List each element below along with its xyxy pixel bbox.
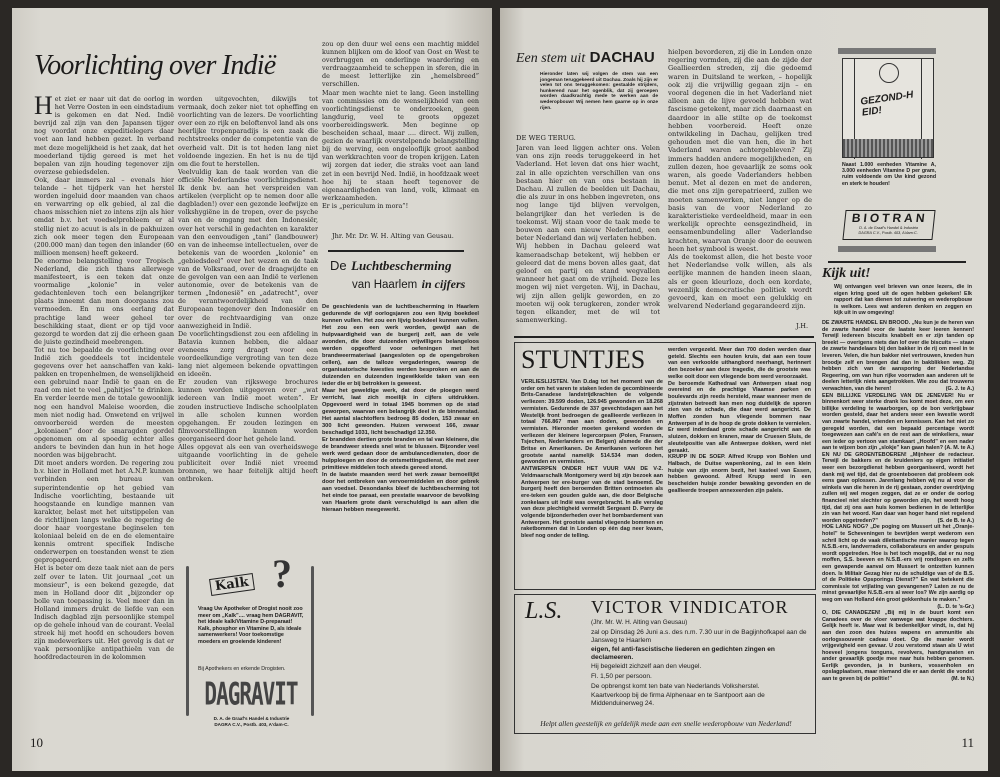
luchtbescherming-body [322,304,479,754]
dachau-subhead: DE WEG TERUG. [516,134,576,142]
divider [828,261,966,263]
dachau-column-a [516,144,660,332]
article-column-3 [322,40,479,226]
kijk-uit-letters [822,320,974,738]
ad-body: Naast 1.000 eenheden Vitamine A, 3.000 eenheden Vitamine D per gram, ruim voldoende om Uw kind gezond en sterk te houden! [842,162,936,187]
dagravit-advertisement [184,546,316,746]
ad-maker: D. A. de Graaf's Handel & Industrie DAGRA C.V., Postb. 403, A'dam-C. [213,716,290,727]
kalk-label: Kalk [209,573,255,596]
dachau-title: Een stem uit DACHAU [516,49,655,66]
right-page [500,8,988,771]
letter-item: EEN BILLIJKE VERDELING VAN DE JENEVER! Nu er binnenkort weer sterke drank los komt moet deze, om een billijke verdeling te waarborgen, op de bon verkrijgbaar worden gesteld, daar het anders weer een kwestie wordt van zwarte handel, vrienden en kennissen. Kan het niet zo geregeld worden, dat een bepaald percentage wordt toegewezen aan café's en de rest aan de winkeliers, waar een ieder op vertoon van stamkaart „Hoofd” en een nader aan te wijzen bon zijn „slokje” kan gaan halen? (A. M. te A.) [822,392,974,452]
ls-label: L.S. [525,598,563,624]
letter-item: O, DIE CANADEZEN! „Bij mij in de buurt komt een Canadees over de vloer vanwege wat knappe dochters. Gelijk heeft ie. Maar wat ik bedenkelijker vindt, is, dat hij aan den zoon des huizes wapens en ammunitie als oorlogssouvenir cadeau doet. Op die manier wordt vrijgevigheid een gevaar. U zou verstomd staan als U wist hoeveel jongens tonguns, revolvers, handgranaten en ander gevaarlijk goedje mee naar huis hebben genomen. Eerlijk gevonden, ja in bunkers, vossenholen en opslagplaatsen, maar niemand die er aan denkt die vondst aan te geven bij de politie!” (M. te N.) [822,610,974,683]
slogan: Helpt allen geestelijk en geldelijk mede aan een snelle wederopbouw van Nederland! [540,719,792,728]
author-signature: Jhr. Mr. Dr. W. H. Alting van Geusau. [332,232,454,240]
performer-name: VICTOR VINDICATOR [591,597,789,617]
paragraph: Tot nu toe bepaalde de voorlichting over Indië zich goeddeels tot incidentele gegevens over het aanschaffen van kaki-pakken en tropenhelmen, de wenselijkheid een gebruind naar Indië te gaan en de raad om niet te veel „pahitjes” te drinken. En verder leerde men de totale gewoonlijk nog een handvol Maleise woorden, die men niet nodig had. Onwetend en vrijwel onvoorbereid werden de meesten „koloniaen” door de smaragden gordel opgenomen om al spoedig echter alles anders te bevinden dan hun in het hoge noorden was bijgebracht. [34,345,174,460]
divider [514,336,814,338]
stuntjes-column-b: werden vergezeld. Meer dan 700 doden werden daar geteld. Slechts een houten kruis, dat aan een touw van een verkoolde uithangbord neerhangt, herinnert den bezoeker aan deze tragedie, die de grootste was welke ooit door een vliegende bom werd veroorzaakt. De beroemde Kathedraal van Antwerpen staat nog overeind en de prachtige Vlaamse parken en boulevards zijn reeds hersteld, maar wanneer men de zijstraten betreedt kan men nog duidelijk de sporen zien van de schade, die daar werd aangericht. De Moffen zonden hun vliegende bommen naar Antwerpen af in de hoop de grote dokken te vernielen. Er werd inderdaad grote schade aangericht aan de sluizen, dokken en kranen, maar de Cruesen Sluis, de sleutelpositie van alle Antwerpse dokken, werd niet geraakt. KRUPP IN DE SOEP. Alfred Krupp von Bohlen und Halbach, de Duitse wapenkoning, zal in een klein huisje van zijn enorm bezit, het kasteel van Essen, hebben gewoond. Alfred Krupp werd in een bescheiden huisje zonder bewaking gevonden en de geallieerde troepen annexeerden zijn paleis. [668,347,811,494]
stuntjes-title: STUNTJES [521,345,646,374]
left-page [12,8,492,771]
ad-body: Vraag Uw Apotheker of Drogist nooit zoo meer om „Kalk”.... vraag hem DAGRAVIT, het ideale kalk/Vitamine D-preparaat! Kalk, phosphor en Vitamine D, als ideale samenwerkers! Voor toekomstige moeders en groeiende kinderen! [198,606,304,645]
dachau-signature: J.H. [796,322,809,330]
paragraph: Er is „periculum in mora”! [322,201,409,210]
paragraph: Alles opgevat als een van overheidswege uitgaande voorlichting in de gehele publiciteit over Indië niet vreemd bronnen, we haar feitelijk altijd heeft ontbroken. [178,443,318,484]
question-mark: ? [272,551,292,596]
biotran-advertisement [828,42,976,256]
letter-item: EN NU DE GROENTEBOEREN! „Mijnheer de redacteur. Terwijl de bakkers en de kruideniers op eigen initiatief weer een bezorgdienst hebben georganiseerd, wordt het dank mij wel tijd, dat de groenteboeren dat probleem ook eens gaan oplossen. Jarenlang hebben wij nu al voor de winkels van die heren in de rij gestaan, zonder overdrijving zullen wij wel mogen zeggen, dat ze er onder de oorlog financieel niet slechter op geworden zijn, het wordt hoog tijd, dat zij ons aan huis komen bedienen in de letterlijke zin van het woord. Kan daar van hoger hand niet regelend worden opgetreden?” (S. de B. te A.) [822,451,974,524]
page-number: 10 [30,735,43,750]
window-text: GEZOND-HEID! [859,89,915,119]
paragraph: Ook, daar immers zal – evenals hier telande – het tijdperk van het herstel worden ingeluid door maanden van chaos en verwarring op elk gebied, al zal die chaos misschien niet zo intens zijn als hier omdat b.v. het voedselprobleem er al stellig niet zo acuut is als in de pakhuizen zich ook meer tegen den Europeaan (200.000 man) dan tegen den inlander (60 millioen mensen) heeft gekeerd. [34,175,174,257]
dagravit-logo: DAGRAVIT [204,676,298,712]
performer-alias: (Jhr. Mr. W. H. Alting van Geusau) [591,619,688,626]
paragraph: De enorme belangstelling voor Tropisch Nederland, die zich thans allerwege manifesteert, is een teken dat onze voormalige „kolonie” in veler gedachtenleven toch een belangrijker plaats inneemt dan men doorgaans zou vermoeden. En nu ons eerlang dat prachtige land weer geheel ter beschikking staat, dient er op tijd voor gezorgd te worden dat zij die erheen gaan de juiste gezindheid meebrengen. [34,256,174,346]
stuntjes-box [514,342,816,590]
paragraph: Maar men wachte niet te lang. Geen instelling van commissies om de wenselijkheid van een voorlichtingsdienst te onderzoeken, geen langdurig, veel te groots opgezet voorbereidingswerk. Men beginne op bescheiden schaal, maar .... direct. Wij zullen, gezien de waarlijk overstelpende belangstelling bij de werving, een ongelooflijk groot aanbod van werkkrachten voor de tropen krijgen. Laten wij zorgen dat ieder, die straks voet aan land zet in een bevrijd Ned. Indië, in hoofdzaak weet hoe hij te staan heeft tegenover de eigenaardigheden van land, volk, klimaat en werkzaamheden. [322,88,479,202]
paragraph: Als de toekomst allen, die het beste voor het Nederlandse volk willen, als als eerlijke mannen de handen ineen slaan, als er geen kleurloze, doch een kordate, wezenlijk democratische politiek wordt gevoerd, kan en moet een gelukkig en welvarend Nederland gegarandeerd zijn. [668,253,812,311]
dachau-column-b [668,48,812,318]
paragraph: De geschiedenis van de luchtbescherming in Haarlem gedurende de vijf oorlogsjaren zou een lijvig boekdeel kunnen vullen. Het zou een lijvig boekdeel kunnen vullen. Het zou een een werk worden, gewijd aan de hulpvaardigheid van de burgerij zelf, aan de vele avonden, die door duizenden vrijwilligers belangeloos werden opgeofferd voor oefeningen met het brandweermateriaal (aangesloten op de opengebroken cellen), aan de talloze vergaderingen, waarop de organisatorische kwesties werden besproken en aan de duizenden en duizenden ingewikkelde taken van een ieder die er bij betrokken is geweest. [322,304,479,387]
kijk-uit-title: Kijk uit! [822,266,871,281]
article-column-2 [178,95,318,540]
biotran-logo: BIOTRAN D. A. de Graaf's Handel & Industrie DAGRA C.V., Postb. 403, A'dam-C. [842,210,935,240]
ad-where: Bij Apothekers en erkende Drogisten. [198,666,286,672]
paragraph: Jaren van leed liggen achter ons. Velen van ons zijn reeds teruggekeerd in het Vaderland. Het leven dat ons hier wacht, zal in alle opzichten verschillen van ons bestaan hier en van ons bestaan in Dachau. Al zullen de beelden uit Dachau, die als zuur in ons hebben ingevreten, ons nog lange tijd blijven vervolgen, belangrijker dan het verleden is de toekomst. Wij staan voor de taak mede te bouwen aan een nieuw Nederland, een beter Nederland dan wij verlaten hebben. [516,144,660,243]
dachau-intro: Hieronder laten wij volgen de stem van een jongeman teruggekeerd uit Dachau. Zoals hij zijn er velen tot ons teruggekomen: gestaalde strijders, hunkerend naar het ogenblik, dat zij geroepen worden daadkrachtig mede te werken aan de wederopbouw! Wij nemen hem gaarne op in onze rijen. [540,72,658,111]
letter-item: DE ZWARTE HANDEL EN BROOD. „Nu kun je de heren van de zwarte handel voor de laatste keer leeren kennen! Terwijl iedereen biscuits knabbelt en er zijn tanden op breekt — overigens niets dan lof over die biscuits — staan de zwarte handelaars bij den bakker in de rij om meel in te leveren. Velen, die hun bakker niet vertrouwen, kneden hun broodje zelf en brengen dat dan in bakblikken weg. Zij hebben zich van de aansporing der Nederlandse Regeering, om van hun rijke voorraden aan anderen uit te deelen letterlijk niets aangetrokken. Wie zou dat trouwens verwachten, van die heren! (G. J. te A.) [822,320,974,392]
page-number: 11 [961,735,974,750]
paragraph: Er zouden van rijkswege brochures kunnen worden uitgegeven over „wat iedereen van Indië moet weten”. Er zouden instructieve Indische schoolplaten in alle scholen kunnen worden opgehangen. Er zouden lezingen en filmvoorstellingen kunnen worden georganiseerd door het gehele land. [178,378,318,443]
paragraph: Er brandden dertien grote branden en tal van kleinere, die de brandweer steeds snel wist te blussen. Bijzonder veel werk werd gedaan door de ambulancediensten, door de hulpploegen en door de ontsmettingsdienst, die met zeer primitieve middelen toch steeds gereed stond. [322,437,479,471]
paragraph: worden uitgevochten, dikwijls tot vermaak, doch zeker niet tot opheffing en voorlichting van de lezers. De voorlichting over een zo rijk en beloftenvol land als ons heerlijke tropenparadijs is een zaak die rechtstreeks onder de competentie van de overheid valt. Dit is tot heden lang niet voldoende ingezien. En het is nu de tijd om die fout te herstellen. [178,95,318,168]
paragraph: hielpen bevorderen, zij die in Londen onze regering vormden, zij die aan de zijde der Geallieerden streden, zij die gedoemd waren in Duitsland te werken, – hopelijk ook zij die vrijwillig gegaan zijn – en vooral degenen die in het Vaderland niet alleen aan de lijve gevoeld hebben wat fascisme getekent, maar zich daarnaast en daardoor in alle stilte op de toekomst hebben voorbereid. Heeft onze ontwikkeling in Dachau, gelijken tred gehouden met die van hen, die in het Vaderland waren achtergebleven? Zij immers hadden andere mogelijkheden, en zullen dezen, hoe gevaarlijk ze soms ook waren, als goede Vaderlanders hebben benut. Met al dezen en met de anderen, die met ons zijn gerepatrieerd, zullen we moeten samenwerken, niet langer op de basis van de voor Nederland zo karakteristieke verdeeldheid, maar in een werkelijk oprechte eensgezindheid, in eensamenbundeling aller Vaderlandse krachten, waarvan Oranje door de eeuwen heen het symbool is weest. [668,48,812,253]
letter-item: HOE LANG NOG? „De poging om Mussert uit het „Oranje-hotel” te Scheveningen te bevrijden werpt wederom een schril licht op de vaak dilettantische manier waarop tegen N.S.B.-ers, landverraders, collaborateurs en ander gespuis wordt opgetreden. Hoe is het toch mogelijk, dat er nu nog moffen, S.S. beeven en N.S.B.-ers vrij rondlopen en zelfs een gewapende aanval om Mussert te ontzetten kunnen doen. Is Militair Gezag hier nu de schuldige van of de B.S. of de Politieke Opsporings Dienst?” En wat betekent die commissie tot vrijlating van gevangenen? Laten ze nu de minst gevaarlijke N.S.B.-ers al weer los? We zijn aardig op weg om van Holland één groot gekkenhuis te maken.” (L. D. te 's-Gr.) [822,524,974,610]
divider [328,250,464,252]
paragraph: Het is beter om deze taak niet aan de pers zelf over te laten. Uit journaal „cet un monsieur”, is een bekend gezegde, dat men in Holland door dit „bijzonder op bolle van toepassing is. Veel meer dan in Holland immers drukt de liefde van een Indisch dagblad zijn persoonlijke stempel op de gehele inhoud van de courant. Veelal streek hij met hoofd en schouders boven zijn medewerkers uit. Het gevolg is dat er vaak persoonlijke antipathieën van de hoofdredacteuren in de kolommen [34,564,174,662]
article-column-1 [34,95,174,737]
window-illustration [842,58,934,158]
concert-announcement [514,594,816,734]
paragraph: Het ziet er naar uit dat de oorlog in het Verre Oosten in een eindstadium is gekomen en dat Ned. Indië bevrijd zal zijn van den Japansen tijger nog voordat onze expeditielegers daar voet aan land hebben gezet. In verband met deze mogelijkheid is het zaak, dat het moederland tijdig gereed is met het bepalen van zijn houding tegenover zijn overzese gebiedsdelen. [34,95,174,176]
concert-details: zal op Dinsdag 26 Juni a.s. des n.m. 7.30 uur in de Bagijnhofkapel aan de Jansweg te Haarlem eigen, fel anti-fascistische liederen en gedichten zingen en declameeren. Hij begeleidt zichzelf aan den vleugel. Fl. 1,50 per persoon. De opbrengst komt ten bate van Nederlands Volksherstel. Kaartverkoop bij de firma Alphenaar en te Santpoort aan de Middenduinerweg 24. [591,629,807,707]
paragraph: Dit moet anders worden. De regering zou b.v. hier in Holland met het A.N.P. kunnen verbinden een bureau van superintendentie op het gebied van Indische voorlichting, bestaande uit hoogstaande en kundige mannen van karakter, belast met het uitstippelen van de richtlijnen langs welke de regering de door haar voorgestane beginselen ten koloniaal beleid en de en de elementaire kennis omtrent specifiek Indische onderwerpen en toestanden wenst te zien gepropageerd. [34,459,174,565]
sun-icon [879,63,899,83]
stuntjes-column-a: VERLIESLIJSTEN. Van D.dag tot het moment van de order om het varen te staken leden de gecombineerde Brits-Canadese landstrijdkrachten de volgende verliezen: 39.599 doden, 126.945 gewonden en 18.268 vermisten. Gedurende de 337 gevechtsdagen aan het Westelijk front bedroegen de geallieerde verliezen in totaal 766.867 man aan doden, gewonden en vermisten. Hieronder moeten gerekend worden de verliezen der kleinere legercorpsen (Polen, Fransen, Tsjechen, Nederlanders en Belgen) alsmede die der Britse en Amerikanen. De Amerikanen verloren het grootste aantal namelijk 514.534 man doden, gewonden en vermisten. ANTWERPEN ONDER HET VUUR VAN DE V-2. Veldmaarschalk Montgomery werd bij zijn bezoek aan Antwerpen ter ere-burger van de stad benoemd. De burgerij heeft den beroemden Britten ontmoeten als ere-teken een gouden gulde aan, die door Belgische zonkelaars uit Indië was overgebracht. In alle verslag van deze plechtigheid vermeldt Sergeant D. Parry de volgende bijzonderheden over het bombardement van Antwerpen. Het grootste aantal vliegende bommen en raketbommen dat in Londen op één dag neer kwam, bleef nog onder de telling. [521,379,663,540]
paragraph: In de laatste maanden werd het werk zwaar bemoeilijkt door het ontbreken van vervoermiddelen en door gebrek aan voedsel. Desondanks bleef de luchtbescherming tot het einde toe paraat, een prestatie waarvoor de bevolking van Haarlem grote dank verschuldigd is aan allen die hieraan hebben meegewerkt. [322,472,479,513]
luchtbescherming-heading: De Luchtbescherming van Haarlem in cijfers [330,258,466,291]
article-title: Voorlichting over Indië [34,50,276,81]
paragraph: De voorlichtingsdienst zou een afdeling in Batavia kunnen hebben, die aldaar eveneens zorg draagt voor een voordeelkundige vergroting van ten deze lang niet algemeen bekende opvattingen en ideeën. [178,329,318,379]
drop-cap: H [34,95,53,120]
paragraph: zou op den duur wel eens een machtig middel kunnen blijken om de kloof van Oost en West te overbruggen en onderlinge waardering en verdraagzaamheid te scheppen in sferen, die in de meest letterlijke zin „hemelsbreed” verschillen. [322,40,479,89]
paragraph: Maar het geweldige werk, dat door de ploegen werd verricht, laat zich moeilijk in cijfers uitdrukken. Opgevoerd werd in totaal 1945 bommen op de stad geworpen, waarvan een belangrijk deel in de binnenstad. Het aantal slachtoffers bedroeg 85 doden, 153 zwaar en 300 licht gewonden. Huizen verwoest 166, zwaar beschadigd 1031, licht beschadigd 12.350. [322,388,479,436]
paragraph: Veelvuldig kan de taak worden van die officiële Nederlandse voorlichtingsdienst. Ik denk bv. aan het verspreiden van artikelen (verplicht op te nemen door alle dagbladen!) over een gezonde leefwijze en volkshygiëne in de tropen, over de psyche van en de omgang met den Indonesiër, over het verschil in gedachten en karakter van den eenvoudigen „tani” (landbouwer) en van de inheemse intellectuelen, over de betekenis van de woorden „kolonie” en „gebiedsdeel” over het wezen en de taak van de Volksraad, over de draagwijdte en de gevolgen van een aan Indië te verlenen autonomie, over de betekenis van de termen „Indonesië” en „adatrecht”, over de verantwoordelijkheid van den Europeaan tegenover den Indonesiër en over de rechtvaardiging van onze aanwezigheid in Indië. [178,167,318,330]
paragraph: Wij hebben in Dachau geleerd wat kameraadschap betekent, wij hebben er geleerd dat de mens boven alles gaat, dat geloof en partij en stand wegvallen wanneer het gaat om de vrijheid. Deze les mogen wij niet vergeten. Wij, in Dachau, wij zijn allen gelijk geworden, en zo moeten wij ook terugkeren, zonder wrok tegen elkander, met de wil tot samenwerking. [516,242,660,325]
kijk-uit-intro: Wij ontvangen veel brieven van onze lezers, die in eigen kring goed uit de ogen hebben gekeken! Elk rapport dat kan dienen tot zuivering en wederopbouw is welkom. Lees wat anderen denken en zeggen en kijk uit in uw omgeving! [834,284,972,317]
